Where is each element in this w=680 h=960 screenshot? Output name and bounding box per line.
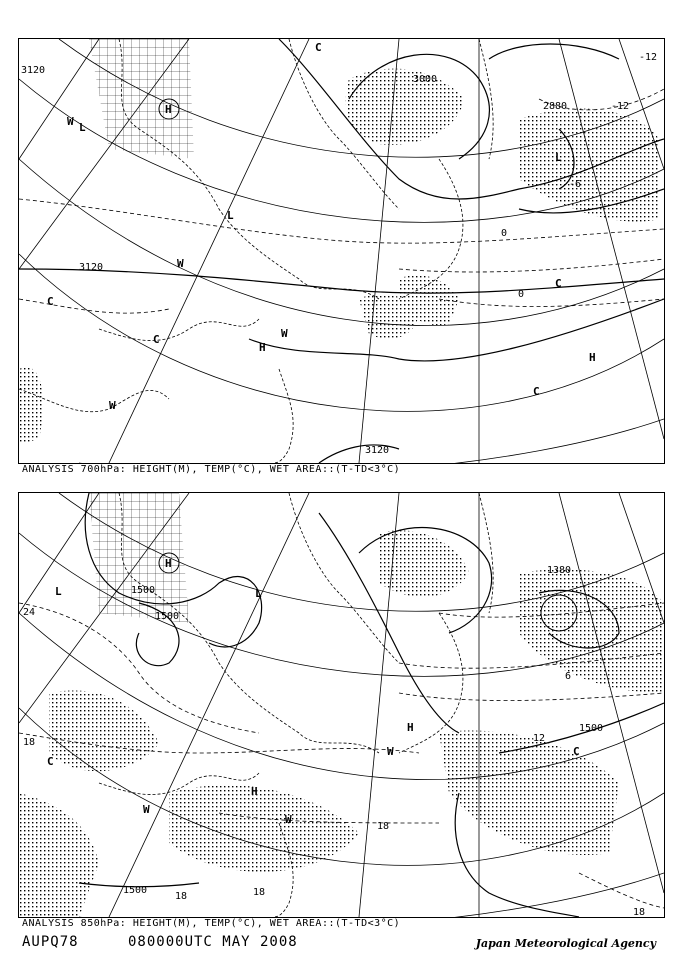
temp-label: 18 [377,821,390,832]
thermal-label: C [573,745,580,758]
map-850hpa-canvas [19,493,664,917]
height-label: 3120 [21,65,46,76]
temp-label: 6 [565,671,572,682]
height-label: 1500 [131,585,156,596]
map-700hpa [18,38,665,464]
temp-label: 18 [23,737,36,748]
temp-label: 24 [23,607,36,618]
pressure-center: H [259,341,266,354]
thermal-label: W [177,257,184,270]
thermal-label: C [153,333,160,346]
temp-label: -12 [639,52,658,63]
bulletin-code: AUPQ78 [22,934,79,950]
thermal-label: W [281,327,288,340]
thermal-label: C [533,385,540,398]
height-label: 1500 [579,723,604,734]
thermal-label: C [555,277,562,290]
wet-area-shading [19,493,664,917]
temp-label: 0 [501,228,508,239]
height-label: 1380 [547,565,572,576]
analysis-time: 080000UTC MAY 2008 [128,934,298,950]
wet-area-shading [19,39,659,444]
pressure-center: H [589,351,596,364]
pressure-center: L [255,587,262,600]
height-label: 2880 [543,101,568,112]
thermal-label: C [47,755,54,768]
thermal-label: W [109,399,116,412]
thermal-label: C [315,41,322,54]
height-label: 1500 [155,611,180,622]
thermal-label: W [387,745,394,758]
pressure-center: L [227,209,234,222]
pressure-center: H [251,785,258,798]
pressure-center: L [55,585,62,598]
temp-label: 18 [633,907,646,917]
agency-name: Japan Meteorological Agency [475,937,656,950]
pressure-center: H [165,557,172,570]
map-700hpa-canvas [19,39,664,463]
caption-700hpa: ANALYSIS 700hPa: HEIGHT(M), TEMP(°C), WET AREA::(T-TD<3°C) [22,464,401,475]
height-label: 3000 [413,74,438,85]
thermal-label: W [285,813,292,826]
pressure-center: L [555,151,562,164]
temp-label: 18 [175,891,188,902]
pressure-center: H [407,721,414,734]
thermal-label: C [47,295,54,308]
pressure-center: L [79,121,86,134]
temp-label: 18 [253,887,266,898]
temp-label: -12 [611,101,630,112]
thermal-label: W [143,803,150,816]
map-850hpa [18,492,665,918]
temp-label: 0 [518,289,525,300]
caption-850hpa: ANALYSIS 850hPa: HEIGHT(M), TEMP(°C), WET AREA::(T-TD<3°C) [22,918,401,929]
pressure-center: H [165,103,172,116]
height-label: 3120 [79,262,104,273]
temp-label: 12 [533,733,546,744]
height-label: 3120 [365,445,390,456]
thermal-label: W [67,115,74,128]
temp-label: -6 [569,179,582,190]
height-label: 1500 [123,885,148,896]
